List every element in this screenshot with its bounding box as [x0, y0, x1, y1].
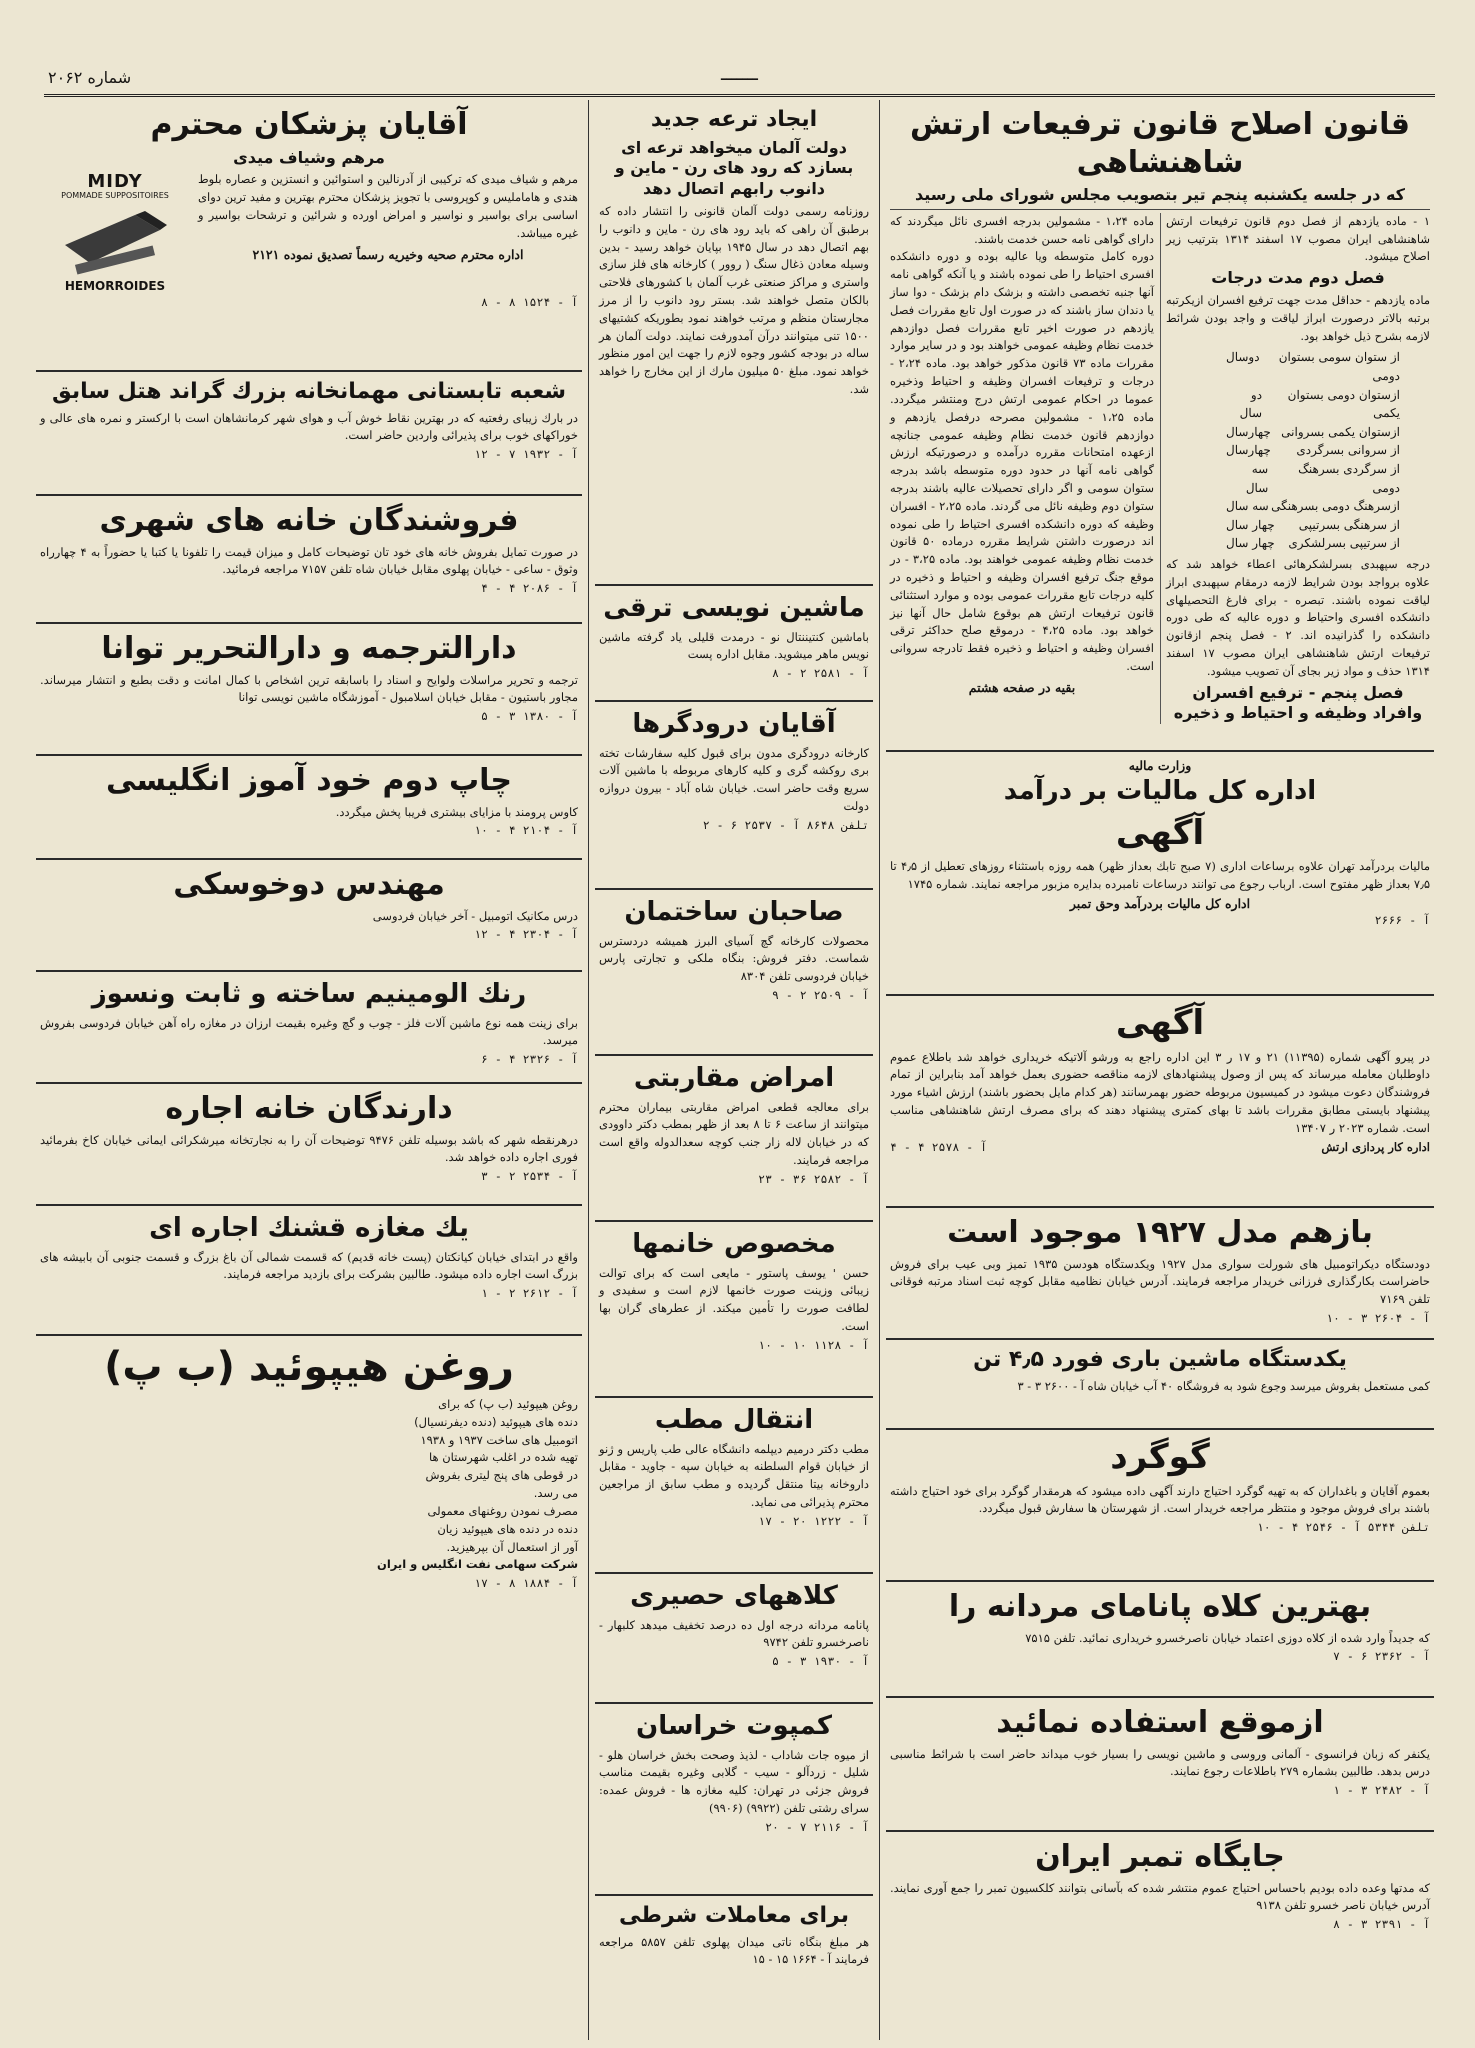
paint-text: برای زینت همه نوع ماشین آلات فلز - چوب و گچ وغیره بقیمت ارزان در مغازه راه آهن خیابان فردوسی بفروش میرسد.	[40, 1015, 578, 1048]
hypoid-oil-code: آ - ۱۸۸۴ ۸ - ۱۷	[474, 1576, 578, 1591]
model1927-text: دودستگاه دیکراتومبیل های شورلت سواری مدل ۱۹۲۷ ویکدستگاه هودسن ۱۹۳۵ تمیز وبی عیب برای فروش حاضراست بکارگذاری فرزانی خریدار مراجعه فرمایند. آدرس خیابان نظامیه مقابل کوچه ثبت اسناد مرتبه فوقانی تلفن ۷۱۶۹	[890, 1256, 1430, 1307]
stamps-title: جایگاه تمبر ایران	[1035, 1839, 1285, 1874]
hypoid-oil-company: شرکت سهامی نفت انگلیس و ایران	[377, 1557, 578, 1572]
summer-hotel-ad	[36, 372, 582, 496]
sulfur-code: تلفن ۵۳۴۴ آ - ۲۵۴۶ ۴ - ۱۰	[1256, 1520, 1430, 1535]
law-title: قانون اصلاح قانون ترفیعات ارتش شاهنشاهی	[909, 107, 1410, 180]
shop-ad	[36, 1206, 582, 1336]
midy-code: آ - ۱۵۲۴ ۸ - ۸	[481, 295, 578, 310]
straw-hats-title: کلاههای حصیری	[630, 1581, 838, 1611]
column-left	[30, 100, 588, 2040]
english-book-code: آ - ۲۱۰۴ ۴ - ۱۰	[474, 823, 578, 838]
page-header	[44, 54, 1435, 97]
panama-code: آ - ۲۳۶۲ ۶ - ۷	[1333, 1649, 1430, 1664]
opportunity-title: ازموقع استفاده نمائید	[996, 1705, 1324, 1740]
sulfur-ad	[886, 1430, 1434, 1582]
tax-code: آ - ۲۶۶۶	[1374, 912, 1430, 927]
english-book-title: چاپ دوم خود آموز انگلیسی	[106, 763, 512, 798]
rent-code: آ - ۲۵۳۴ ۲ - ۳	[481, 1169, 578, 1184]
rank-row: از سرتیپی بسرلشکری چهار سال	[1226, 536, 1400, 551]
venereal-text: برای معالجه قطعی امراض مقاربتی بیماران محترم میتوانند از ساعت ۶ تا ۸ بعد از ظهر بمطب دکتر داوودی که در خیابان لاله زار جنب کوچه سعدالدوله واقع است مراجعه فرمایند.	[599, 1099, 869, 1167]
law-section-a: فصل دوم مدت درجات	[1211, 268, 1385, 288]
paint-ad	[36, 972, 582, 1084]
translation-text: ترجمه و تحریر مراسلات ولوایح و اسناد را باسابقه ترین اشخاص با کمال امانت و دقت بطبع و انتشار میرساند. مجاور باستیون - مقابل خیابان اسلامبول - آموزشگاه ماشین نویسی توانا	[40, 672, 578, 705]
sulfur-title: گوگرد	[1110, 1437, 1210, 1477]
paint-code: آ - ۲۳۲۶ ۴ - ۶	[481, 1052, 578, 1067]
midy-text: مرهم و شیاف میدی که ترکیبی از آدرنالین و استوائین و انستزین و عصاره بلوط هندی و هاماملیس و کوپروسی با تجویز پزشکان محترم بهترین و مفید ترین دوای اساسی برای بواسیر و نواسیر و امراض اورده و شرائین و ترشحات بواسیر و غیره میباشد.	[198, 172, 578, 240]
law-text-b: ماده یازدهم - حداقل مدت جهت ترفیع افسران ازیکرتبه برتبه بالاتر درصورت ابراز لیاقت و واجد بودن شرائط لازمه بشرح ذیل خواهد بود.	[1166, 293, 1430, 343]
engineer-code: آ - ۲۳۰۴ ۴ - ۱۲	[474, 927, 578, 942]
venereal-ad	[595, 1056, 873, 1222]
hypoid-oil-title: روغن هیپوئید (ب پ)	[104, 1344, 514, 1390]
rank-list	[1166, 348, 1430, 553]
venereal-title: امراض مقاربتی	[633, 1063, 835, 1093]
law-text-e: دوره کامل متوسطه ویا عالیه بوده و دوره دانشکده افسری احتیاط را طی نموده باشند و یا آنکه گواهی نامه آنها جنبه تخصصی داشته و بزشک دام بزشک - دوا ساز یا دندان ساز باشند که در صورت اول تابع مقررات فصل یازدهم در صورت اخیر تابع مقررات فصل دوازدهم خدمت نظام وظیفه عمومی خواهند بود و در سایر موارد مقررات ماده ۷۳ قانون مذکور خواهد بود. ماده ۲،۲۴ - درجات و ترفیعات افسران وظیفه و احتیاط وذخیره عموما در احکام عمومی ارتش درج ومنتشر میگردد. ماده ۱،۲۵ - مشمولین مصرحه درفصل یازدهم و دوازدهم قانون خدمت نظام وظیفه عمومی جنانچه ازعهده امتحانات مقرره درآمده و درصورتیکه ارزش گواهی نامه آنها در حدود دوره متوسطه باشد بدرجه ستوان سومی و اگر دارای تحصیلات عالیه باشند بدرجه ستوان دوم وظیفه نائل می گردند. ماده ۲،۲۵ - افسران وظیفه که دوره دانشکده افسری احتیاط را طی نموده اند درصورت داشتن شرایط مقرره درماده ۵۰ قانون خدمت نظام وظیفه عمومی خواهند بود. ماده ۳،۲۵ - در موقع جنگ ترفیع افسران وظیفه و احتیاط و ذخیره در کلیه درجات تابع مقررات عمومی بوده و موارد استثنائی قانون ترفیعات ارتش هم بوقوع شامل حال آنها نیز خواهد بود. ماده ۴،۲۵ - درموقع صلح حداکثر ترقی افسران وظیفه و احتیاط و ذخیره فقط تادرجه سروانی است.	[890, 249, 1155, 674]
army-notice	[886, 996, 1434, 1208]
midy-logo	[40, 171, 190, 293]
canal-article	[595, 100, 873, 586]
army-heading: آگهی	[1115, 1003, 1205, 1043]
typing-title: ماشین نویسی ترقی	[603, 593, 865, 623]
homes-ad	[595, 1222, 873, 1398]
english-book-ad	[36, 756, 582, 860]
builders-text: محصولات کارخانه گچ آسیای البرز همیشه دردسترس شماست. دفتر فروش: بنگاه ملکی و تجارتی پارس خیابان فردوسی تلفن ۸۳۰۴	[599, 933, 869, 984]
law-text-a: ۱ - ماده یازدهم از فصل دوم قانون ترفیعات ارتش شاهنشاهی ایران مصوب ۱۷ اسفند ۱۳۱۴ بترتیب زیر اصلاح میشود.	[1166, 213, 1430, 264]
sellers-title: فروشندگان خانه های شهری	[99, 503, 519, 538]
stamps-text: که مدتها وعده داده بودیم باحساس احتیاج عموم منتشر شده که بآسانی بتوانند کلکسیون تمبر را جمع آوری نمایند. آدرس خیابان ناصر خسرو تلفن ۹۱۳۸	[890, 1880, 1430, 1913]
rank-row: ازسرهنگ دومی بسرهنگی سه سال	[1226, 499, 1400, 514]
rank-row: ازستوان یکمی بسروانی چهارسال	[1226, 424, 1400, 439]
hypoid-oil-line: تهیه شده در اغلب شهرستان ها	[428, 1450, 578, 1465]
rank-row: ازستوان دومی بستوان یکمی دو سال	[1239, 387, 1400, 421]
summer-hotel-code: آ - ۱۹۳۲ ۷ - ۱۲	[474, 447, 578, 462]
panama-title: بهترین کلاه پانامای مردانه را	[948, 1589, 1372, 1624]
ointment-tube-icon	[55, 205, 175, 275]
clinic-text: مطب دکتر درمیم دیپلمه دانشگاه عالی طب پاریس و ژنو از خیابان قوام السلطنه به خیابان سپه - جاوید - مقابل داروخانه بیتا منتقل گردیده و مطب سابق از مراجعین محترم پذیرائی می نماید.	[599, 1441, 869, 1509]
opportunity-ad	[886, 1698, 1434, 1832]
tax-text: مالیات بردرآمد تهران علاوه برساعات اداری (۷ صبح تابك بعداز ظهر) همه روزه باستثناء روزهای تعطیل از ۴٫۵ تا ۷٫۵ بعداز ظهر مفتوح است. ارباب رجوع می توانند درساعات نامبرده بدایره مزبور مراجعه نمایند. شماره ۱۷۴۵	[890, 859, 1430, 891]
venereal-code: آ - ۲۵۸۲ ۳۶ - ۲۳	[758, 1171, 869, 1186]
trade-text: هر مبلغ بنگاه ناتی میدان پهلوی تلفن ۵۸۵۷ مراجعه فرمایند آ - ۱۶۶۴ ۱۵ - ۱۵	[599, 1934, 870, 1967]
paint-title: رنك الومینیم ساخته و ثابت ونسوز	[91, 979, 527, 1009]
carpenters-text: کارخانه درودگری مدون برای قبول کلیه سفارشات تخته بری روکشه گری و کلیه کارهای مربوطه با ماشین آلات سریع وقت حاضر است. خیابان شاه آباد - بیرون دروازه دولت	[599, 745, 869, 813]
hypoid-oil-line: روغن هیپوئید (ب پ) که برای	[438, 1397, 578, 1411]
model1927-code: آ - ۲۶۰۴ ۳ - ۱۰	[1326, 1310, 1430, 1325]
sellers-text: در صورت تمایل بفروش خانه های خود تان توضیحات کامل و میزان قیمت را تلفونا یا کتبا یا حضوراً به ۴ چهارراه وثوق - ساعی - خیابان پهلوی مقابل خیابان شاه تلفن ۷۱۵۷ مراجعه فرمائید.	[40, 544, 578, 577]
stamps-ad	[886, 1832, 1434, 1992]
tax-notice	[886, 752, 1434, 996]
builders-title: صاحبان ساختمان	[624, 897, 844, 927]
clinic-title: انتقال مطب	[654, 1405, 814, 1435]
hypoid-oil-line: می رسد.	[533, 1486, 578, 1501]
hypoid-oil-ad	[36, 1336, 582, 1958]
law-body	[890, 213, 1430, 724]
model1927-ad	[886, 1208, 1434, 1340]
homes-text: حسن ' یوسف پاستور - مایعی است که برای توالت زیبائی وزینت صورت خانمها لازم است و سفیدی و لطافت صورت را تأمین میکند. از عطرهای گران بها است.	[599, 1265, 869, 1333]
law-article	[886, 100, 1434, 752]
summer-hotel-text: در بارك زیبای رفعتیه که در بهترین نقاط خوش آب و هوای شهر کرمانشاهان است با ارکستر و نمره های عالی و خوراکهای خوب برای پذیرائی واردین حاضر است.	[40, 410, 578, 443]
straw-hats-ad	[595, 1574, 873, 1704]
midy-title: آقایان پزشکان محترم	[150, 107, 468, 142]
translation-ad	[36, 624, 582, 756]
truck-title: یکدستگاه ماشین باری فورد ۴٫۵ تن	[973, 1347, 1347, 1372]
hypoid-oil-line: اتومبیل های ساخت ۱۹۳۷ و ۱۹۳۸	[420, 1432, 578, 1447]
masthead: ـــــــ	[721, 64, 758, 85]
hypoid-oil-line: دنده در دنده های هیپوئید زیان	[437, 1521, 578, 1536]
rent-title: دارندگان خانه اجاره	[165, 1091, 453, 1126]
compote-code: آ - ۲۱۱۶ ۷ - ۲۰	[765, 1819, 869, 1834]
engineer-text: درس مکانیک اتومبیل - آخر خیابان فردوسی	[372, 908, 578, 923]
homes-title: مخصوص خانمها	[632, 1229, 836, 1259]
carpenters-code: تلفن ۸۶۴۸ آ - ۲۵۳۷ ۶ - ۲	[702, 817, 869, 832]
rent-text: درهرنقطه شهر که باشد بوسیله تلفن ۹۴۷۶ توضیحات آن را به نجارتخانه میرشکرائی ایمانی خیابان کاخ بفرمائید فوری اجاره داده خواهد شد.	[40, 1132, 579, 1165]
shop-text: واقع در ابتدای خیابان کیانکتان (پست خانه قدیم) که قسمت شمالی آن باغ بزرگ و قسمت جنوبی آن بابیشه های بزرگ است اجاره داده میشود. طالبین بشرکت برای بازدید مراجعه فرمایند.	[40, 1249, 578, 1282]
rank-row: از سرهنگی بسرتیپی چهار سال	[1226, 517, 1400, 532]
engineer-title: مهندس دوخوسکی	[173, 867, 445, 902]
law-text-d: ماده ۱،۲۴ - مشمولین بدرجه افسری نائل میگردند که دارای گواهی نامه حسن خدمت باشند.	[890, 213, 1154, 246]
tax-ministry: وزارت مالیه	[1128, 758, 1192, 773]
translation-code: آ - ۱۳۸۰ ۳ - ۵	[481, 709, 578, 724]
rank-row: از سروانی بسرگردی چهارسال	[1226, 443, 1400, 458]
trade-ad	[595, 1896, 873, 2006]
rank-row: از سرگردی بسرهنگ دومی سه سال	[1245, 462, 1400, 495]
hypoid-oil-line: در قوطی های پنج لیتری بفروش	[425, 1468, 578, 1483]
issue-number: شماره ۲۰۶۲	[48, 68, 132, 87]
compote-ad	[595, 1704, 873, 1896]
column-right	[880, 100, 1440, 2040]
law-subtitle: که در جلسه یکشنبه پنجم تیر بتصویب مجلس شورای ملی رسید	[915, 185, 1405, 204]
tax-office: اداره کل مالیات بر درآمد	[1003, 776, 1317, 806]
builders-code: آ - ۲۵۰۹ ۲ - ۹	[772, 987, 869, 1002]
hypoid-oil-line: آور از استعمال آن بپرهیزید.	[446, 1539, 578, 1554]
canal-subtitle: دولت آلمان میخواهد ترعه ای بسازد که رود های رن - ماین و دانوب رابهم اتصال دهد	[614, 137, 854, 199]
carpenters-ad	[595, 702, 873, 890]
typing-code: آ - ۲۵۸۱ ۲ - ۸	[772, 666, 869, 681]
english-book-text: کاوس پرومند با مزایای بیشتری فریبا پخش میگردد.	[335, 804, 578, 819]
clinic-ad	[595, 1398, 873, 1574]
trade-title: برای معاملات شرطی	[618, 1903, 849, 1928]
midy-subtitle: مرهم وشیاف میدی	[233, 147, 385, 167]
stamps-code: آ - ۲۳۹۱ ۳ - ۸	[1333, 1917, 1430, 1932]
law-text-c: درجه سپهبدی بسرلشکرهائی اعطاء خواهد شد که علاوه برواجد بودن شرایط لازمه درمقام سپهبدی ابراز لیاقت نموده باشند. تبصره - برای فارغ التحصیلهای دانشکده افسری واحتیاط و دوره عالیه که طی دوره دانشکده را گذرانیده اند. ۲ - فصل پنجم ازقانون ترفیعات ارتش شاهنشاهی ایران مصوب ۱۷ اسفند ۱۳۱۴ حذف و مواد زیر بجای آن تصویب میشود.	[1166, 557, 1430, 678]
canal-title: ایجاد ترعه جدید	[650, 107, 818, 132]
sellers-code: آ - ۲۰۸۶ ۴ - ۴	[481, 581, 578, 596]
sulfur-text: بعموم آقایان و باغداران که به تهیه گوگرد احتیاج دارند آگهی داده میشود که هرمقدار گوگرد برای خود احتیاج داشته باشند برای فروش موجود و منتظر مراجعه خریدار است. از شهرستان ها سفارش قبول میگردد.	[890, 1483, 1430, 1516]
rent-ad	[36, 1084, 582, 1206]
tax-heading: آگهی	[1115, 812, 1205, 853]
carpenters-title: آقایان درودگرها	[632, 709, 836, 739]
truck-text: کمی مستعمل بفروش میرسد وجوع شود به فروشگاه ۴۰ آب خیابان شاه آ - ۲۶۰۰ ۳ - ۳	[1017, 1378, 1430, 1393]
clinic-code: آ - ۱۲۲۲ ۲۰ - ۱۷	[758, 1513, 869, 1528]
compote-title: کمپوت خراسان	[636, 1711, 832, 1741]
midy-sign: اداره محترم صحیه وخیریه رسماً تصدیق نموده ۲۱۲۱	[252, 246, 524, 262]
summer-hotel-title: شعبه تابستانی مهمانخانه بزرك گراند هتل سابق	[51, 379, 566, 404]
typing-ad	[595, 586, 873, 702]
straw-hats-text: پانامه مردانه درجه اول ده درصد تخفیف میدهد کلبهار - ناصرخسرو تلفن ۹۷۴۲	[599, 1617, 869, 1650]
hypoid-oil-line: دنده های هیپوئید (دنده دیفرنسیال)	[414, 1414, 578, 1429]
homes-code: آ - ۱۱۲۸ ۱۰ - ۱۰	[758, 1337, 869, 1352]
rank-row: از ستوان سومی بستوان دومی دوسال	[1226, 350, 1400, 384]
translation-title: دارالترجمه و دارالتحریر توانا	[101, 631, 517, 666]
panama-ad	[886, 1582, 1434, 1698]
engineer-ad	[36, 860, 582, 972]
shop-code: آ - ۲۶۱۲ ۲ - ۱	[481, 1286, 578, 1301]
panama-text: که جدیداً وارد شده از کلاه دوزی اعتماد خیابان ناصرخسرو خریداری نمائید. تلفن ۷۵۱۵	[1025, 1630, 1430, 1645]
tax-sign: اداره کل مالیات بردرآمد وحق تمبر	[1069, 895, 1251, 911]
canal-text: روزنامه رسمی دولت آلمان قانونی را انتشار داده که برطبق آن راهی که باید رود های رن - ماین و دانوب را بهم اتصال دهد در سال ۱۹۴۵ بپایان خواهد رسید - بدین وسیله معادن ذغال سنگ ( روور ) کارخانه های فلز سازی واستری و مراکز صنعتی غرب آلمان با کشورهای فلاحتی بالکان متصل خواهند شد. بستر رود دانوب را از مرز مجارستان منظم و مرتب خواهند نمود بطوریکه کشتیهای ۱۵۰۰ تنی میتوانند درآن آمدورفت نمایند. دولت آلمان هر ساله در بودجه کشور وجوه لازم را جهت این امور منظور خواهد نمود. مبلغ ۵۰ میلیون مارك از این مخارج را خواهد شد.	[599, 203, 869, 397]
hypoid-oil-line: مصرف نمودن روغنهای معمولی	[427, 1503, 578, 1518]
opportunity-text: یکنفر که زبان فرانسوی - آلمانی وروسی و ماشین نویسی را بسیار خوب میداند حاضر است با شرائط مناسبی درس بدهد. طالبین بشماره ۲۷۹ باطلاعات رجوع نمایند.	[890, 1746, 1430, 1779]
column-middle	[588, 100, 880, 2040]
law-continued: بقیه در صفحه هشتم	[968, 679, 1076, 695]
midy-product: HEMORROIDES	[64, 279, 166, 294]
law-section-b: فصل پنجم - ترفیع افسران وافراد وظیفه و احتیاط و ذخیره	[1173, 682, 1423, 723]
compote-text: از میوه جات شاداب - لذیذ وصحت بخش خراسان هلو - شلیل - زردآلو - سیب - گلابی وغیره بقیمت مناسب فروش جزئی در تهران: کلیه مغازه ها - فروش عمده: سرای رشتی تلفن (۹۹۲۲) (۹۹۰۶)	[599, 1747, 869, 1815]
sellers-ad	[36, 496, 582, 624]
army-text: در پیرو آگهی شماره (۱۱۳۹۵) ۲۱ و ۱۷ ر ۳ این اداره راجع به ورشو آلاتیکه خریداری خواهد شد باطلاع عموم داوطلبان معامله میرساند که پس از وصول پیشنهادهای لازمه مناقصه حضوری بعمل خواهد آمد بنابراین از تمام فروشندگان دعوت میشود در کمیسیون مربوطه حضور بهمرسانند (هر کدام مایل بحضور باشند) ارزش اشیاء مورد پیشنهاد بایستی مطابق مقررات باشد تا بهای کمتری پیشنهاد دهند که برای مصرف ارتش شاهنشاهی مناسب است. شماره ۲۰۲۳ ر ۱۳۴۰۷	[890, 1049, 1431, 1135]
truck-ad	[886, 1340, 1434, 1430]
opportunity-code: آ - ۲۴۸۲ ۳ - ۱	[1333, 1783, 1430, 1798]
army-footer: اداره کار پردازی ارتش آ - ۲۵۷۸ ۴ - ۴	[890, 1139, 1430, 1154]
shop-title: یك مغازه قشنك اجاره ای	[149, 1213, 469, 1243]
midy-ad	[36, 100, 582, 372]
straw-hats-code: آ - ۱۹۳۰ ۳ - ۵	[772, 1654, 869, 1669]
model1927-title: بازهم مدل ۱۹۲۷ موجود است	[947, 1215, 1373, 1250]
typing-text: باماشین کنتیننتال نو - درمدت قلیلی یاد گرفته ماشین نویس ماهر میشوید. مقابل اداره پست	[599, 629, 869, 662]
midy-brand-sub: POMMADE SUPPOSITOIRES	[61, 191, 169, 201]
builders-ad	[595, 890, 873, 1056]
midy-brand: MIDY	[87, 171, 143, 193]
